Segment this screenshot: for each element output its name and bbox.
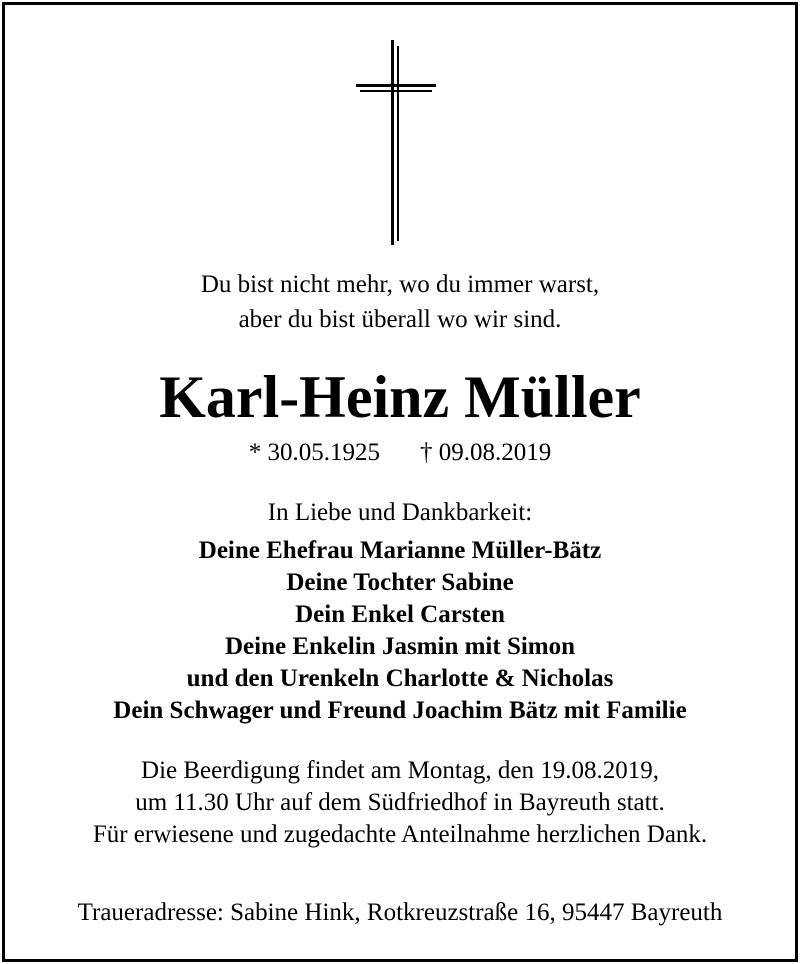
mourner-line: Dein Enkel Carsten <box>295 601 505 628</box>
motto-line-2: aber du bist überall wo wir sind. <box>238 306 562 333</box>
thanks-line: Für erwiesene und zugedachte Anteilnahme herzlichen Dank. <box>92 821 708 848</box>
life-dates <box>0 440 800 465</box>
mourner-line: und den Urenkeln Charlotte & Nicholas <box>186 665 614 692</box>
death-date: † 09.08.2019 <box>420 439 552 466</box>
mourning-address: Traueradresse: Sabine Hink, Rotkreuzstraße 16, 95447 Bayreuth <box>77 899 723 926</box>
mourner-line: Deine Tochter Sabine <box>286 569 514 596</box>
intro-text: In Liebe und Dankbarkeit: <box>267 499 533 526</box>
cross-icon <box>0 0 800 260</box>
funeral-info-line-1: Die Beerdigung findet am Montag, den 19.08.2019, <box>141 757 659 784</box>
birth-date: * 30.05.1925 <box>248 439 380 466</box>
mourner-line: Deine Enkelin Jasmin mit Simon <box>224 633 576 660</box>
mourner-line: Dein Schwager und Freund Joachim Bätz mit Familie <box>113 697 687 724</box>
motto-line-1: Du bist nicht mehr, wo du immer warst, <box>200 271 600 298</box>
mourner-line: Deine Ehefrau Marianne Müller-Bätz <box>198 537 602 564</box>
funeral-info-line-2: um 11.30 Uhr auf dem Südfriedhof in Bayreuth statt. <box>135 789 665 816</box>
deceased-name: Karl-Heinz Müller <box>159 364 641 430</box>
